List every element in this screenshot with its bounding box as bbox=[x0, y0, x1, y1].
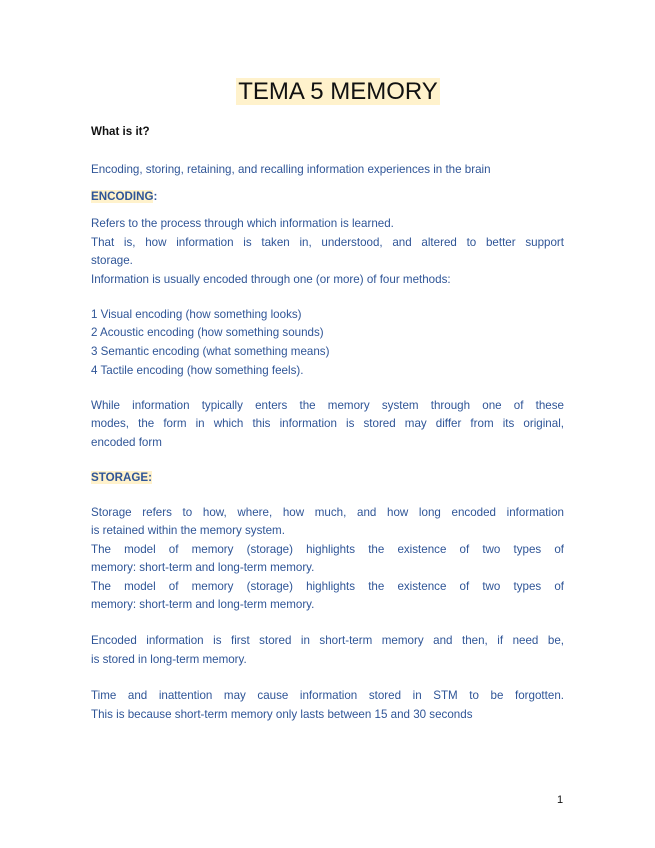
storage-line: The model of memory (storage) highlights the existence of two types of bbox=[91, 543, 564, 556]
method-item: 3 Semantic encoding (what something means) bbox=[91, 345, 330, 358]
encoding-line: Refers to the process through which information is learned. bbox=[91, 217, 394, 230]
storage-line: The model of memory (storage) highlights the existence of two types of bbox=[91, 580, 564, 593]
method-item: 2 Acoustic encoding (how something sounds) bbox=[91, 326, 324, 339]
encoding-heading: ENCODING: bbox=[91, 190, 158, 203]
page-number: 1 bbox=[557, 794, 564, 806]
encoding-note: While information typically enters the memory system through one of these bbox=[91, 399, 564, 412]
encoding-line: Information is usually encoded through one (or more) of four methods: bbox=[91, 273, 451, 286]
storage-line: This is because short-term memory only lasts between 15 and 30 seconds bbox=[91, 708, 473, 721]
storage-line: Encoded information is first stored in short-term memory and then, if need be, bbox=[91, 634, 564, 647]
encoding-line: That is, how information is taken in, understood, and altered to better support bbox=[91, 236, 564, 249]
encoding-note: modes, the form in which this information is stored may differ from its original, bbox=[91, 417, 564, 430]
storage-heading: STORAGE: bbox=[91, 471, 152, 484]
storage-line: is stored in long-term memory. bbox=[91, 653, 247, 666]
question-heading: What is it? bbox=[91, 125, 150, 138]
method-item: 1 Visual encoding (how something looks) bbox=[91, 308, 302, 321]
page-title: TEMA 5 MEMORY bbox=[238, 78, 438, 105]
storage-line: memory: short-term and long-term memory. bbox=[91, 561, 315, 574]
definition: Encoding, storing, retaining, and recalling information experiences in the brain bbox=[91, 163, 491, 176]
storage-line: memory: short-term and long-term memory. bbox=[91, 598, 315, 611]
storage-line: Storage refers to how, where, how much, and how long encoded information bbox=[91, 506, 564, 519]
encoding-line: storage. bbox=[91, 254, 133, 267]
encoding-note: encoded form bbox=[91, 436, 162, 449]
method-item: 4 Tactile encoding (how something feels). bbox=[91, 364, 304, 377]
storage-line: is retained within the memory system. bbox=[91, 524, 285, 537]
storage-line: Time and inattention may cause information stored in STM to be forgotten. bbox=[91, 689, 564, 702]
